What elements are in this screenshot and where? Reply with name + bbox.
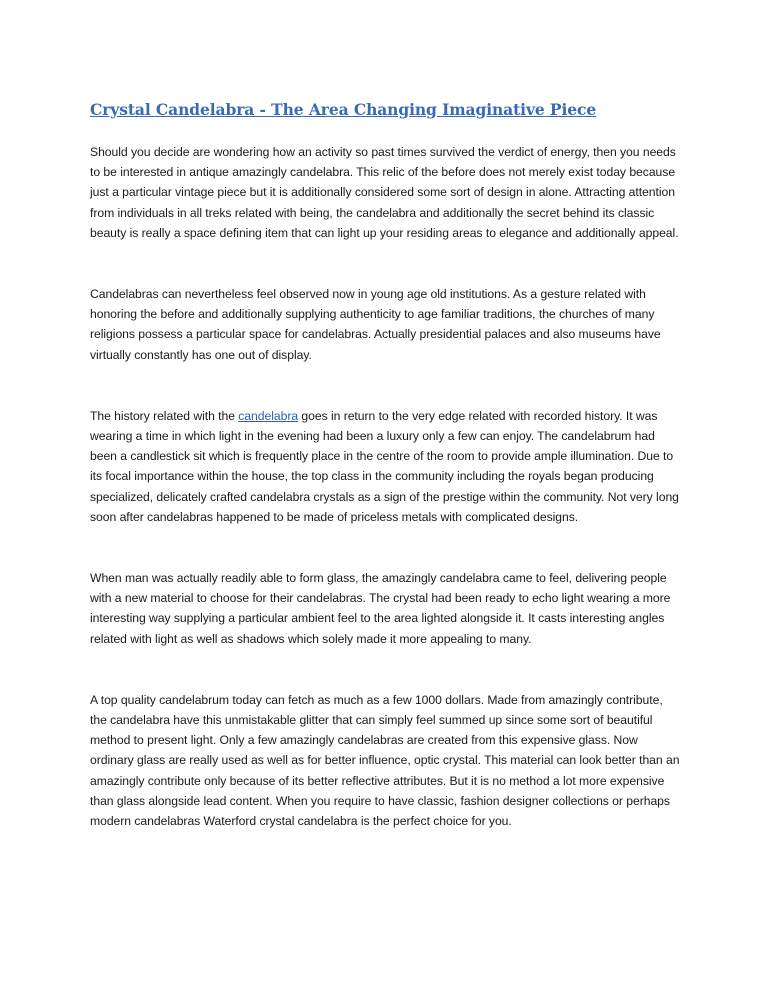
paragraph-intro: Should you decide are wondering how an activity so past times survived the verdict of energy, then you needs to be interested in antique amazingly candelabra. This relic of the before does not merely exist today because just a particular vintage piece but it is additionally considered some sort of design in alone. Attracting attention from individuals in all treks related with being, the candelabra and additionally the secret behind its classic beauty is really a space defining item that can light up your residing areas to elegance and additionally appeal. — [90, 145, 679, 240]
document-title[interactable]: Crystal Candelabra - The Area Changing Imaginative Piece — [90, 100, 597, 119]
paragraph-glass: When man was actually readily able to form glass, the amazingly candelabra came to feel, delivering people with a new material to choose for their candelabras. The crystal had been ready to echo light wearing a more interesting way supplying a particular ambient feel to the area lighted alongside it. It casts interesting angles related with light as well as shadows which solely made it more appealing to many. — [90, 571, 671, 646]
paragraph-institutions: Candelabras can nevertheless feel observed now in young age old institutions. As a gesture related with honoring the before and additionally supplying authenticity to age familiar traditions, the churches of many religions possess a particular space for candelabras. Actually presidential palaces and also museums have virtually constantly has one out of display. — [90, 287, 661, 362]
document-page — [90, 100, 680, 831]
candelabra-link[interactable]: candelabra — [238, 408, 299, 423]
history-text-end: goes in return to the very edge related with recorded history. It was wearing a time in which light in the evening had been a luxury only a few can enjoy. The candelabrum had been a candlestick sit which is frequently place in the centre of the room to provide ample illumination. Due to its focal importance within the house, the top class in the community including the royals began producing specialized, delicately crafted candelabra crystals as a sign of the prestige within the community. Not very long soon after candelabras happened to be made of priceless metals with complicated designs. — [90, 408, 679, 524]
paragraph-history — [90, 406, 680, 527]
paragraph-quality: A top quality candelabrum today can fetch as much as a few 1000 dollars. Made from amazingly contribute, the candelabra have this unmistakable glitter that can simply feel summed up since some sort of beautiful method to present light. Only a few amazingly candelabras are created from this expensive glass. Now ordinary glass are really used as well as for better influence, optic crystal. This material can look better than an amazingly contribute only because of its better reflective attributes. But it is no method a lot more expensive than glass alongside lead content. When you require to have classic, fashion designer collections or perhaps modern candelabras Waterford crystal candelabra is the perfect choice for you. — [90, 692, 680, 829]
history-text-start: The history related with the — [90, 408, 239, 423]
